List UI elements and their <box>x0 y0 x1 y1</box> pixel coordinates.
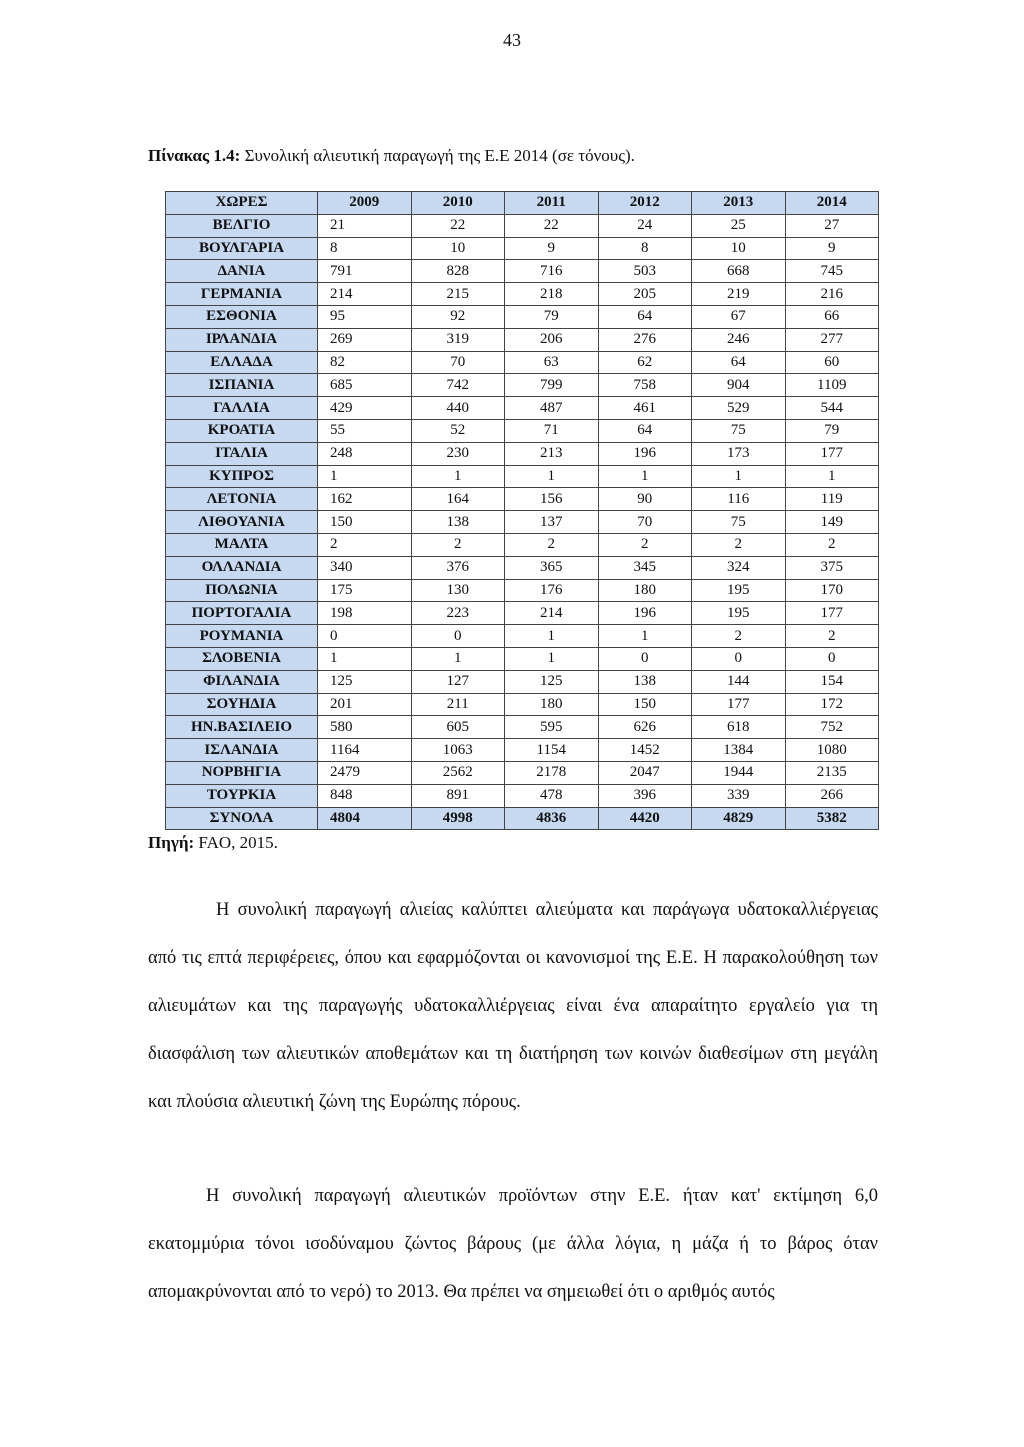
value-cell: 223 <box>411 602 505 625</box>
value-cell: 218 <box>505 283 599 306</box>
value-cell: 9 <box>505 237 599 260</box>
value-cell: 605 <box>411 716 505 739</box>
value-cell: 127 <box>411 670 505 693</box>
table-row <box>166 511 879 534</box>
header-cell-year: 2009 <box>318 192 412 215</box>
table-row <box>166 351 879 374</box>
value-cell: 22 <box>505 214 599 237</box>
table-row <box>166 397 879 420</box>
value-cell: 180 <box>598 579 692 602</box>
table-row <box>166 283 879 306</box>
value-cell: 25 <box>692 214 786 237</box>
country-cell: ΙΡΛΑΝΔΙΑ <box>166 328 318 351</box>
value-cell: 180 <box>505 693 599 716</box>
country-cell: ΙΤΑΛΙΑ <box>166 442 318 465</box>
value-cell: 196 <box>598 602 692 625</box>
value-cell: 138 <box>411 511 505 534</box>
value-cell: 198 <box>318 602 412 625</box>
table-row <box>166 465 879 488</box>
total-value-cell: 4836 <box>505 807 599 830</box>
value-cell: 211 <box>411 693 505 716</box>
value-cell: 345 <box>598 556 692 579</box>
value-cell: 52 <box>411 419 505 442</box>
value-cell: 8 <box>318 237 412 260</box>
caption-text: Συνολική αλιευτική παραγωγή της Ε.Ε 2014 (σε τόνους). <box>240 146 635 165</box>
value-cell: 125 <box>505 670 599 693</box>
table-row <box>166 739 879 762</box>
value-cell: 162 <box>318 488 412 511</box>
body-paragraph: Η συνολική παραγωγή αλιείας καλύπτει αλιεύματα και παράγωγα υδατοκαλλιέργειας από τις επτά περιφέρειες, όπου και εφαρμόζονται οι κανονισμοί της Ε.Ε. Η παρακολούθηση των αλιευμάτων και της παραγωγής υδατοκαλλιέργειας είναι ένα απαραίτητο εργαλείο για τη διασφάλιση των αλιευτικών αποθεμάτων και τη διατήρηση των κοινών διαθεσίμων στη μεγάλη και πλούσια αλιευτική ζώνη της Ευρώπης πόρους. <box>148 900 878 1112</box>
table-row <box>166 442 879 465</box>
value-cell: 626 <box>598 716 692 739</box>
value-cell: 2 <box>598 533 692 556</box>
country-cell: ΒΟΥΛΓΑΡΙΑ <box>166 237 318 260</box>
value-cell: 1 <box>318 647 412 670</box>
value-cell: 2 <box>692 625 786 648</box>
value-cell: 742 <box>411 374 505 397</box>
value-cell: 580 <box>318 716 412 739</box>
value-cell: 799 <box>505 374 599 397</box>
value-cell: 503 <box>598 260 692 283</box>
country-cell: ΤΟΥΡΚΙΑ <box>166 784 318 807</box>
value-cell: 90 <box>598 488 692 511</box>
value-cell: 154 <box>785 670 879 693</box>
value-cell: 176 <box>505 579 599 602</box>
value-cell: 214 <box>318 283 412 306</box>
country-cell: ΗΝ.ΒΑΣΙΛΕΙΟ <box>166 716 318 739</box>
total-value-cell: 5382 <box>785 807 879 830</box>
table-source <box>148 833 278 853</box>
country-cell: ΚΥΠΡΟΣ <box>166 465 318 488</box>
value-cell: 1 <box>505 647 599 670</box>
value-cell: 1109 <box>785 374 879 397</box>
country-cell: ΝΟΡΒΗΓΙΑ <box>166 761 318 784</box>
value-cell: 2 <box>505 533 599 556</box>
value-cell: 177 <box>785 442 879 465</box>
value-cell: 269 <box>318 328 412 351</box>
value-cell: 71 <box>505 419 599 442</box>
total-value-cell: 4804 <box>318 807 412 830</box>
value-cell: 75 <box>692 419 786 442</box>
country-cell: ΙΣΠΑΝΙΑ <box>166 374 318 397</box>
value-cell: 1 <box>411 465 505 488</box>
value-cell: 196 <box>598 442 692 465</box>
value-cell: 64 <box>598 419 692 442</box>
value-cell: 177 <box>785 602 879 625</box>
value-cell: 429 <box>318 397 412 420</box>
value-cell: 396 <box>598 784 692 807</box>
header-cell-year: 2014 <box>785 192 879 215</box>
header-cell-year: 2013 <box>692 192 786 215</box>
value-cell: 2047 <box>598 761 692 784</box>
value-cell: 1 <box>318 465 412 488</box>
value-cell: 67 <box>692 305 786 328</box>
value-cell: 175 <box>318 579 412 602</box>
value-cell: 339 <box>692 784 786 807</box>
value-cell: 79 <box>785 419 879 442</box>
country-cell: ΟΛΛΑΝΔΙΑ <box>166 556 318 579</box>
value-cell: 0 <box>692 647 786 670</box>
country-cell: ΛΙΘΟΥΑΝΙΑ <box>166 511 318 534</box>
table-row <box>166 693 879 716</box>
value-cell: 27 <box>785 214 879 237</box>
value-cell: 66 <box>785 305 879 328</box>
value-cell: 2 <box>318 533 412 556</box>
page-number: 43 <box>503 30 521 50</box>
value-cell: 0 <box>318 625 412 648</box>
value-cell: 119 <box>785 488 879 511</box>
value-cell: 2479 <box>318 761 412 784</box>
value-cell: 1 <box>598 625 692 648</box>
country-cell: ΕΣΘΟΝΙΑ <box>166 305 318 328</box>
value-cell: 375 <box>785 556 879 579</box>
header-cell-countries: ΧΩΡΕΣ <box>166 192 318 215</box>
value-cell: 340 <box>318 556 412 579</box>
table-caption <box>148 146 635 166</box>
value-cell: 1164 <box>318 739 412 762</box>
table-row <box>166 237 879 260</box>
value-cell: 195 <box>692 579 786 602</box>
value-cell: 195 <box>692 602 786 625</box>
country-cell: ΕΛΛΑΔΑ <box>166 351 318 374</box>
value-cell: 668 <box>692 260 786 283</box>
value-cell: 138 <box>598 670 692 693</box>
value-cell: 173 <box>692 442 786 465</box>
value-cell: 215 <box>411 283 505 306</box>
value-cell: 70 <box>411 351 505 374</box>
country-cell: ΣΟΥΗΔΙΑ <box>166 693 318 716</box>
value-cell: 595 <box>505 716 599 739</box>
value-cell: 1 <box>785 465 879 488</box>
table-row <box>166 533 879 556</box>
value-cell: 276 <box>598 328 692 351</box>
value-cell: 8 <box>598 237 692 260</box>
value-cell: 2 <box>785 533 879 556</box>
value-cell: 10 <box>411 237 505 260</box>
value-cell: 1 <box>505 625 599 648</box>
value-cell: 745 <box>785 260 879 283</box>
value-cell: 544 <box>785 397 879 420</box>
value-cell: 62 <box>598 351 692 374</box>
value-cell: 1 <box>411 647 505 670</box>
header-cell-year: 2012 <box>598 192 692 215</box>
value-cell: 177 <box>692 693 786 716</box>
value-cell: 1 <box>692 465 786 488</box>
value-cell: 9 <box>785 237 879 260</box>
table-row <box>166 374 879 397</box>
value-cell: 0 <box>785 647 879 670</box>
value-cell: 156 <box>505 488 599 511</box>
value-cell: 22 <box>411 214 505 237</box>
value-cell: 0 <box>598 647 692 670</box>
value-cell: 324 <box>692 556 786 579</box>
body-paragraph: Η συνολική παραγωγή αλιευτικών προϊόντων στην Ε.Ε. ήταν κατ' εκτίμηση 6,0 εκατομμύρια τόνοι ισοδύναμου ζώντος βάρους (με άλλα λόγια, η μάζα ή το βάρος όταν απομακρύνονται από το νερό) το 2013. Θα πρέπει να σημειωθεί ότι ο αριθμός αυτός <box>148 1186 878 1302</box>
value-cell: 0 <box>411 625 505 648</box>
country-cell: ΒΕΛΓΙΟ <box>166 214 318 237</box>
table-row <box>166 716 879 739</box>
value-cell: 1063 <box>411 739 505 762</box>
table-header-row <box>166 192 879 215</box>
value-cell: 376 <box>411 556 505 579</box>
value-cell: 150 <box>318 511 412 534</box>
country-cell: ΓΕΡΜΑΝΙΑ <box>166 283 318 306</box>
value-cell: 752 <box>785 716 879 739</box>
value-cell: 92 <box>411 305 505 328</box>
country-cell: ΡΟΥΜΑΝΙΑ <box>166 625 318 648</box>
table-row <box>166 328 879 351</box>
source-text: FAO, 2015. <box>194 833 278 852</box>
value-cell: 144 <box>692 670 786 693</box>
value-cell: 248 <box>318 442 412 465</box>
value-cell: 2562 <box>411 761 505 784</box>
table-row <box>166 625 879 648</box>
value-cell: 60 <box>785 351 879 374</box>
value-cell: 70 <box>598 511 692 534</box>
table-row <box>166 784 879 807</box>
header-cell-year: 2010 <box>411 192 505 215</box>
country-cell: ΣΛΟΒΕΝΙΑ <box>166 647 318 670</box>
value-cell: 79 <box>505 305 599 328</box>
total-label-cell: ΣΥΝΟΛΑ <box>166 807 318 830</box>
value-cell: 440 <box>411 397 505 420</box>
value-cell: 1452 <box>598 739 692 762</box>
value-cell: 277 <box>785 328 879 351</box>
value-cell: 55 <box>318 419 412 442</box>
total-value-cell: 4998 <box>411 807 505 830</box>
country-cell: ΙΣΛΑΝΔΙΑ <box>166 739 318 762</box>
value-cell: 10 <box>692 237 786 260</box>
country-cell: ΠΟΡΤΟΓΑΛΙΑ <box>166 602 318 625</box>
total-value-cell: 4829 <box>692 807 786 830</box>
value-cell: 95 <box>318 305 412 328</box>
header-cell-year: 2011 <box>505 192 599 215</box>
value-cell: 149 <box>785 511 879 534</box>
value-cell: 130 <box>411 579 505 602</box>
caption-label: Πίνακας 1.4: <box>148 146 241 165</box>
table-row <box>166 556 879 579</box>
value-cell: 891 <box>411 784 505 807</box>
value-cell: 64 <box>692 351 786 374</box>
value-cell: 461 <box>598 397 692 420</box>
table-row <box>166 670 879 693</box>
value-cell: 230 <box>411 442 505 465</box>
value-cell: 246 <box>692 328 786 351</box>
country-cell: ΛΕΤΟΝΙΑ <box>166 488 318 511</box>
table-row <box>166 214 879 237</box>
total-value-cell: 4420 <box>598 807 692 830</box>
table-row <box>166 761 879 784</box>
value-cell: 685 <box>318 374 412 397</box>
value-cell: 219 <box>692 283 786 306</box>
value-cell: 618 <box>692 716 786 739</box>
value-cell: 1 <box>505 465 599 488</box>
table-row <box>166 647 879 670</box>
table-total-row <box>166 807 879 830</box>
value-cell: 164 <box>411 488 505 511</box>
value-cell: 828 <box>411 260 505 283</box>
value-cell: 214 <box>505 602 599 625</box>
value-cell: 848 <box>318 784 412 807</box>
table-row <box>166 488 879 511</box>
value-cell: 150 <box>598 693 692 716</box>
value-cell: 2135 <box>785 761 879 784</box>
value-cell: 201 <box>318 693 412 716</box>
value-cell: 365 <box>505 556 599 579</box>
value-cell: 206 <box>505 328 599 351</box>
value-cell: 125 <box>318 670 412 693</box>
value-cell: 266 <box>785 784 879 807</box>
table-row <box>166 419 879 442</box>
value-cell: 791 <box>318 260 412 283</box>
table-row <box>166 260 879 283</box>
country-cell: ΠΟΛΩΝΙΑ <box>166 579 318 602</box>
value-cell: 63 <box>505 351 599 374</box>
value-cell: 1 <box>598 465 692 488</box>
source-label: Πηγή: <box>148 833 195 852</box>
value-cell: 21 <box>318 214 412 237</box>
value-cell: 82 <box>318 351 412 374</box>
value-cell: 716 <box>505 260 599 283</box>
value-cell: 2 <box>411 533 505 556</box>
table-body <box>166 214 879 807</box>
value-cell: 116 <box>692 488 786 511</box>
value-cell: 172 <box>785 693 879 716</box>
value-cell: 319 <box>411 328 505 351</box>
value-cell: 758 <box>598 374 692 397</box>
country-cell: ΔΑΝΙΑ <box>166 260 318 283</box>
value-cell: 2 <box>692 533 786 556</box>
value-cell: 213 <box>505 442 599 465</box>
value-cell: 1080 <box>785 739 879 762</box>
table-row <box>166 579 879 602</box>
value-cell: 904 <box>692 374 786 397</box>
fish-production-table-wrapper <box>165 191 878 830</box>
value-cell: 1384 <box>692 739 786 762</box>
value-cell: 478 <box>505 784 599 807</box>
value-cell: 1944 <box>692 761 786 784</box>
value-cell: 75 <box>692 511 786 534</box>
value-cell: 137 <box>505 511 599 534</box>
fish-production-table <box>165 191 879 830</box>
value-cell: 2178 <box>505 761 599 784</box>
country-cell: ΦΙΛΑΝΔΙΑ <box>166 670 318 693</box>
value-cell: 529 <box>692 397 786 420</box>
country-cell: ΜΑΛΤΑ <box>166 533 318 556</box>
value-cell: 64 <box>598 305 692 328</box>
table-row <box>166 305 879 328</box>
value-cell: 1154 <box>505 739 599 762</box>
value-cell: 170 <box>785 579 879 602</box>
value-cell: 205 <box>598 283 692 306</box>
country-cell: ΚΡΟΑΤΙΑ <box>166 419 318 442</box>
value-cell: 2 <box>785 625 879 648</box>
value-cell: 216 <box>785 283 879 306</box>
table-row <box>166 602 879 625</box>
value-cell: 24 <box>598 214 692 237</box>
value-cell: 487 <box>505 397 599 420</box>
country-cell: ΓΑΛΛΙΑ <box>166 397 318 420</box>
